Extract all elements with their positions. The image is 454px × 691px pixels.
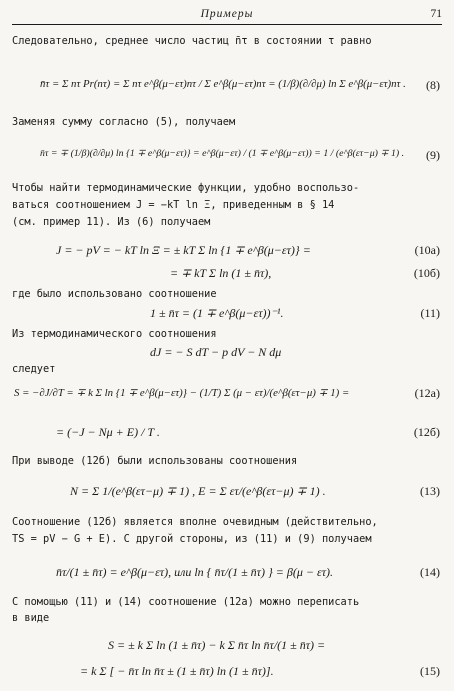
equation-number-8: (8) bbox=[426, 78, 440, 92]
running-header bbox=[12, 8, 442, 24]
text-line: Из термодинамического соотношения bbox=[12, 328, 217, 340]
equation-12a: S = −∂J/∂T = ∓ k Σ ln {1 ∓ e^β(μ−ετ)} − (1/T) Σ (μ − ετ)/(e^β(ετ−μ) ∓ 1) = bbox=[14, 387, 350, 399]
text-line: При выводе (12б) были использованы соотношения bbox=[12, 455, 298, 467]
running-title: Примеры bbox=[200, 8, 254, 20]
equation-9: n̄τ = ∓ (1/β)(∂/∂μ) ln {1 ∓ e^β(μ−ετ)} = e^β(μ−ετ) / (1 ∓ e^β(μ−ετ)) = 1 / (e^β(ετ−μ) ∓ 1) . bbox=[40, 148, 405, 159]
equation-14: n̄τ/(1 ± n̄τ) = e^β(μ−ετ), или ln { n̄τ/(1 ± n̄τ) } = β(μ − ετ). bbox=[56, 565, 333, 579]
text-line: в виде bbox=[12, 612, 50, 624]
text-line: Соотношение (12б) является вполне очевидным (действительно, bbox=[12, 516, 378, 528]
text-line: Следовательно, среднее число частиц n̄τ в состоянии τ равно bbox=[12, 35, 372, 47]
equation-8: n̄τ = Σ nτ Pr(nτ) = Σ nτ e^β(μ−ετ)nτ / Σ e^β(μ−ετ)nτ = (1/β)(∂/∂μ) ln Σ e^β(μ−ετ)nτ . bbox=[40, 78, 406, 90]
equation-15-line2: = k Σ [ − n̄τ ln n̄τ ± (1 ± n̄τ) ln (1 ± n̄τ)]. bbox=[80, 664, 274, 678]
equation-10a: J = − pV = − kT ln Ξ = ± kT Σ ln {1 ∓ e^β(μ−ετ)} = bbox=[56, 243, 311, 257]
text-line: Чтобы найти термодинамические функции, удобно воспользо- bbox=[12, 182, 360, 194]
text-line: (см. пример 11). Из (6) получаем bbox=[12, 216, 211, 228]
text-line: Заменяя сумму согласно (5), получаем bbox=[12, 116, 236, 128]
text-line: ваться соотношением J = −kT ln Ξ, приведенным в § 14 bbox=[12, 199, 335, 211]
equation-number-10b: (10б) bbox=[413, 266, 440, 280]
text-line: следует bbox=[12, 363, 56, 375]
text-line: TS = pV − G + E). С другой стороны, из (11) и (9) получаем bbox=[12, 533, 372, 545]
equation-12b: = (−J − Nμ + E) / T . bbox=[56, 425, 160, 439]
equation-number-12a: (12а) bbox=[414, 386, 440, 400]
equation-dJ: dJ = − S dT − p dV − N dμ bbox=[150, 345, 282, 359]
equation-number-11: (11) bbox=[420, 306, 440, 320]
text-line: С помощью (11) и (14) соотношение (12а) можно переписать bbox=[12, 596, 360, 608]
text-line: где было использовано соотношение bbox=[12, 288, 217, 300]
page-number: 71 bbox=[430, 8, 442, 20]
equation-number-14: (14) bbox=[420, 565, 440, 579]
header-rule bbox=[12, 24, 442, 25]
equation-number-12b: (12б) bbox=[413, 425, 440, 439]
equation-number-13: (13) bbox=[420, 484, 440, 498]
equation-13: N = Σ 1/(e^β(ετ−μ) ∓ 1) , E = Σ ετ/(e^β(ετ−μ) ∓ 1) . bbox=[70, 484, 326, 498]
equation-15-line1: S = ± k Σ ln (1 ± n̄τ) − k Σ n̄τ ln n̄τ/(1 ± n̄τ) = bbox=[108, 638, 326, 652]
equation-number-9: (9) bbox=[426, 148, 440, 162]
equation-number-10a: (10а) bbox=[414, 243, 440, 257]
equation-10b: = ∓ kT Σ ln (1 ± n̄τ), bbox=[170, 266, 272, 280]
equation-11: 1 ± n̄τ = (1 ∓ e^β(μ−ετ))⁻¹. bbox=[150, 306, 284, 320]
equation-number-15: (15) bbox=[420, 664, 440, 678]
